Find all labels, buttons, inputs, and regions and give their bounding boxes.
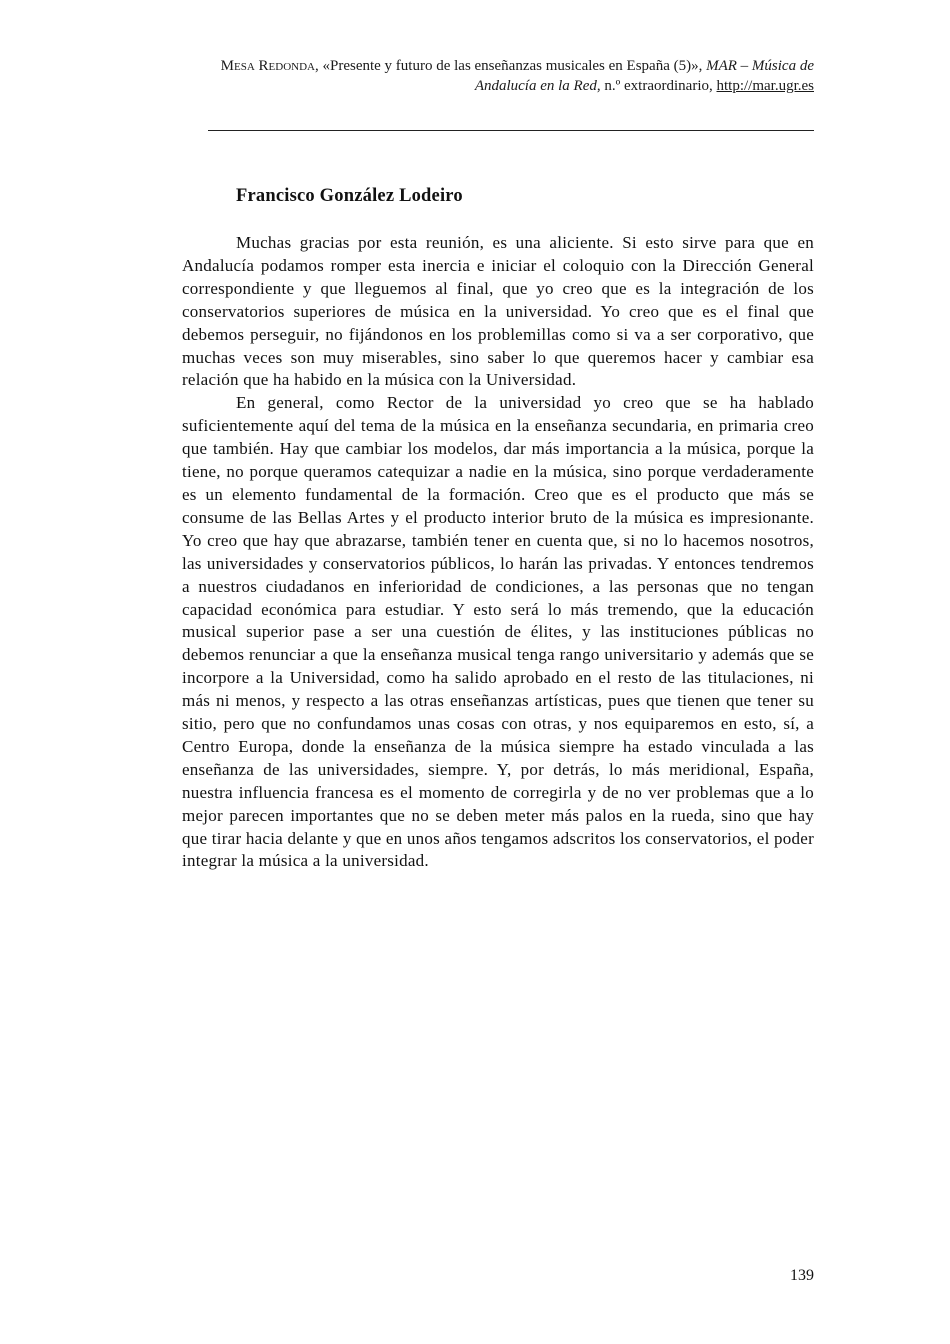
page-number: 139 — [790, 1267, 814, 1284]
header-separator: , — [314, 58, 323, 74]
speaker-name: Francisco González Lodeiro — [236, 186, 463, 206]
paragraph: Muchas gracias por esta reunión, es una aliciente. Si esto sirve para que en Andalucía podamos romper esta inercia e iniciar el coloquio con la Dirección General correspondiente y que lleguemos al final, que yo creo que es la integración de los conservatorios superiores de música en la universidad. Yo creo que es el final que debemos perseguir, no fijándonos en los problemillas como si va a ser corporativo, que muchas veces son muy miserables, sino saber lo que queremos hacer y cambiar esa relación que ha habido en la música con la Universidad. — [182, 233, 814, 390]
paragraph: En general, como Rector de la universidad yo creo que se ha hablado suficientemente aquí del tema de la música en la enseñanza secundaria, en primaria creo que también. Hay que cambiar los modelos, dar más importancia a la música, porque la tiene, no porque queramos catequizar a nadie en la música, sino porque verdaderamente es un elemento fundamental de la formación. Creo que es el producto que más se consume de las Bellas Artes y el producto interior bruto de la música es impresionante. Yo creo que hay que abrazarse, también tener en cuenta que, si no lo hacemos nosotros, las universidades y conservatorios públicos, lo harán las privadas. Y entonces tendremos a nuestros ciudadanos en inferioridad de condiciones, a las personas que no tengan capacidad económica para estudiar. Y esto será lo más tremendo, que la educación musical superior pase a ser una cuestión de élites, y las instituciones públicas no debemos renunciar a que la enseñanza musical tenga rango universitario y además que se incorpore a la Universidad, como ha salido aprobado en el resto de las titulaciones, ni más ni menos, y respecto a las otras enseñanzas artísticas, pues que tienen que tener su sitio, pero que no confundamos unas cosas con otras, y nos equiparemos en esto, sí, a Centro Europa, donde la enseñanza de la música siempre ha estado vinculada a las enseñanza de las universidades, siempre. Y, por detrás, lo más meridional, España, nuestra influencia francesa es el momento de corregirla y de no ver problemas que a lo mejor parecen importantes que no se deben meter más palos en la rueda, sino que hay que tirar hacia delante y que en unos años tengamos adscritos los conservatorios, el poder integrar la música a la universidad. — [182, 393, 814, 871]
header-article-title: «Presente y futuro de las enseñanzas musicales en España (5)» — [322, 58, 699, 74]
header-divider — [208, 130, 814, 131]
header-journal: MAR – Música de Andalucía en la Red — [474, 58, 814, 94]
header-author: Mesa Redonda — [220, 58, 315, 74]
header-separator-2: , — [698, 58, 707, 74]
running-header — [182, 56, 814, 96]
header-url-link[interactable]: http://mar.ugr.es — [716, 78, 814, 94]
body-text — [182, 232, 814, 873]
header-issue: , n.º extraordinario, — [596, 78, 717, 94]
